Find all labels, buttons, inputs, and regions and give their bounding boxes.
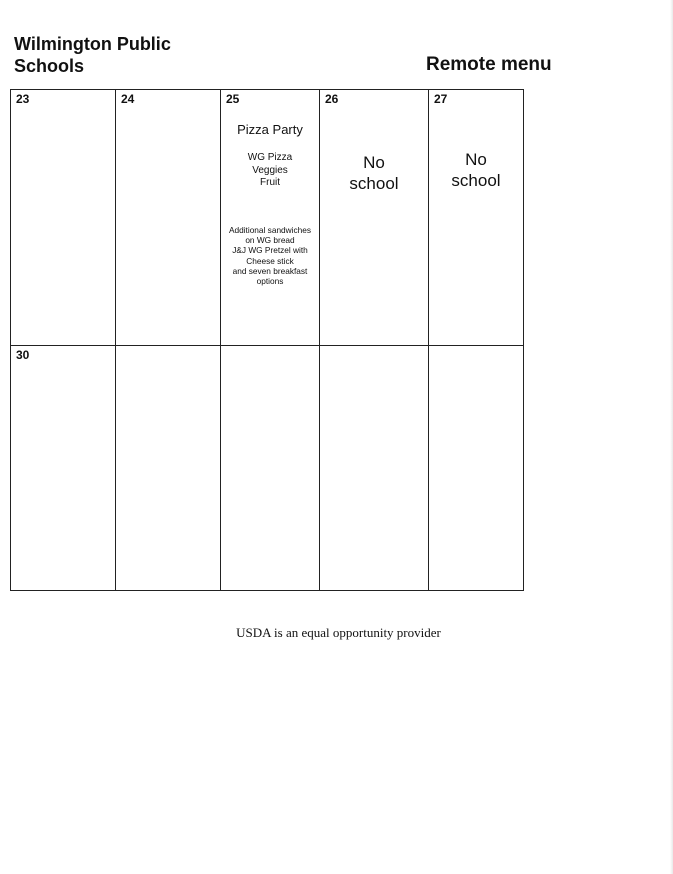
calendar-cell-empty xyxy=(220,345,320,591)
meal-note: Additional sandwiches on WG bread J&J WG Pretzel with Cheese stick and seven breakfast options xyxy=(228,225,312,287)
menu-title: Remote menu xyxy=(426,54,552,75)
meal-items: WG Pizza Veggies Fruit xyxy=(247,152,293,188)
calendar-cell-24 xyxy=(115,89,221,346)
school-name: Wilmington Public Schools xyxy=(14,34,171,76)
calendar-cell-empty xyxy=(428,345,524,591)
calendar-cell-25 xyxy=(220,89,320,346)
day-number: 25 xyxy=(226,92,240,106)
day-number: 24 xyxy=(121,92,135,106)
day-number: 23 xyxy=(16,92,30,106)
usda-statement xyxy=(0,625,673,641)
usda-statement-text: USDA is an equal opportunity provider xyxy=(236,625,441,640)
day-number: 27 xyxy=(434,92,448,106)
calendar-cell-27 xyxy=(428,89,524,346)
calendar-cell-empty xyxy=(319,345,429,591)
day-number: 30 xyxy=(16,348,30,362)
calendar-cell-23 xyxy=(10,89,116,346)
calendar-cell-30 xyxy=(10,345,116,591)
calendar-cell-empty xyxy=(115,345,221,591)
no-school-label: No school xyxy=(349,153,399,193)
day-number: 26 xyxy=(325,92,339,106)
calendar-cell-26 xyxy=(319,89,429,346)
meal-title: Pizza Party xyxy=(237,122,303,137)
no-school-label: No school xyxy=(451,150,501,190)
